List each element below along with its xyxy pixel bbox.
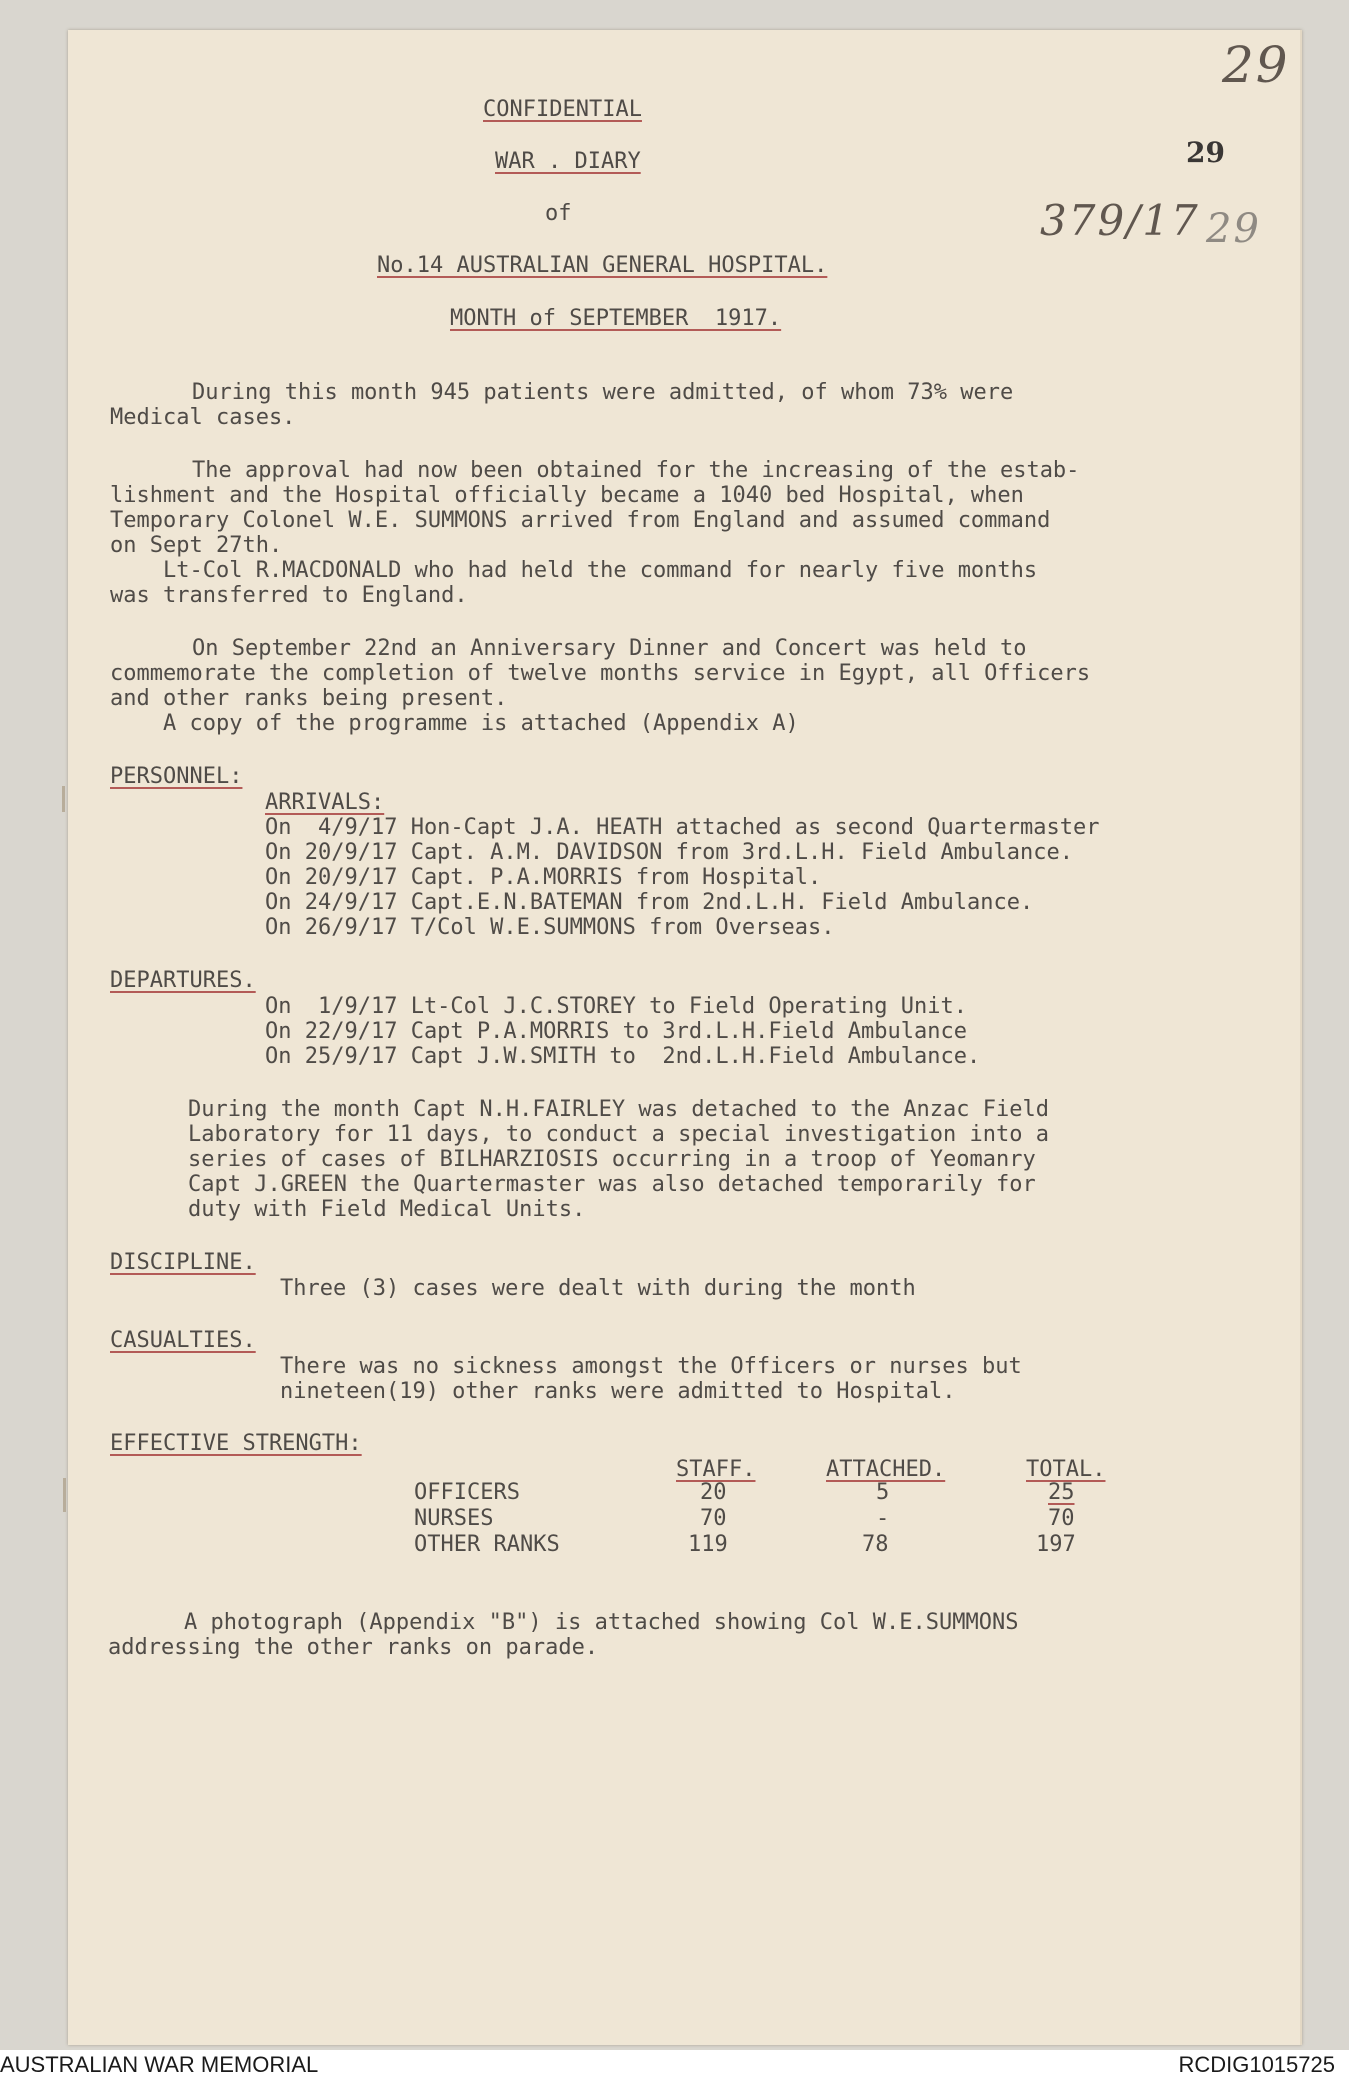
strength-cell: 5: [876, 1480, 890, 1505]
strength-row-label: OTHER RANKS: [414, 1532, 560, 1557]
intro-para3-line1: On September 22nd an Anniversary Dinner and Concert was held to: [192, 636, 1027, 661]
arrival-entry: On 26/9/17 T/Col W.E.SUMMONS from Overseas.: [265, 915, 835, 940]
handwritten-page-number: 29: [1222, 36, 1290, 94]
casualties-heading: CASUALTIES.: [110, 1328, 256, 1353]
heading-of: of: [545, 201, 572, 226]
arrival-entry: On 20/9/17 Capt. P.A.MORRIS from Hospital.: [265, 865, 822, 890]
strength-cell: 20: [700, 1480, 727, 1505]
footer-institution: AUSTRALIAN WAR MEMORIAL: [0, 2052, 319, 2077]
typed-page-number: 29: [1186, 136, 1225, 169]
detached-line3: series of cases of BILHARZIOSIS occurring in a troop of Yeomanry: [188, 1147, 1036, 1172]
departure-entry: On 22/9/17 Capt P.A.MORRIS to 3rd.L.H.Field Ambulance: [265, 1019, 967, 1044]
strength-cell: 25: [1048, 1480, 1075, 1505]
intro-para3-line2: commemorate the completion of twelve months service in Egypt, all Officers: [110, 661, 1091, 686]
strength-cell: 119: [688, 1532, 728, 1557]
closing-line1: A photograph (Appendix "B") is attached showing Col W.E.SUMMONS: [184, 1610, 1019, 1635]
intro-para3-line3: and other ranks being present.: [110, 686, 508, 711]
strength-cell: 70: [700, 1506, 727, 1531]
margin-mark: [62, 786, 65, 812]
intro-para3-line4: A copy of the programme is attached (Appendix A): [110, 711, 799, 736]
strength-cell: -: [876, 1506, 890, 1531]
heading-unit: No.14 AUSTRALIAN GENERAL HOSPITAL.: [377, 253, 828, 278]
margin-mark: [63, 1478, 66, 1512]
pencil-number: 29: [1206, 206, 1261, 252]
strength-col-staff: STAFF.: [676, 1457, 756, 1482]
discipline-text: Three (3) cases were dealt with during the month: [280, 1276, 916, 1301]
detached-line5: duty with Field Medical Units.: [188, 1197, 586, 1222]
arrival-entry: On 20/9/17 Capt. A.M. DAVIDSON from 3rd.L.H. Field Ambulance.: [265, 840, 1073, 865]
detached-line4: Capt J.GREEN the Quartermaster was also detached temporarily for: [188, 1172, 1036, 1197]
detached-line2: Laboratory for 11 days, to conduct a special investigation into a: [188, 1122, 1049, 1147]
arrival-entry: On 24/9/17 Capt.E.N.BATEMAN from 2nd.L.H. Field Ambulance.: [265, 890, 1034, 915]
discipline-heading: DISCIPLINE.: [110, 1250, 256, 1275]
strength-heading: EFFECTIVE STRENGTH:: [110, 1431, 362, 1456]
arrival-entry: On 4/9/17 Hon-Capt J.A. HEATH attached as second Quartermaster: [265, 815, 1100, 840]
arrivals-heading: ARRIVALS:: [265, 790, 385, 815]
footer-record-id: RCDIG1015725: [1178, 2052, 1335, 2077]
intro-para2-line2: lishment and the Hospital officially became a 1040 bed Hospital, when: [110, 483, 1024, 508]
departure-entry: On 25/9/17 Capt J.W.SMITH to 2nd.L.H.Field Ambulance.: [265, 1044, 981, 1069]
strength-cell: 70: [1048, 1506, 1075, 1531]
intro-para2-line6: was transferred to England.: [110, 583, 468, 608]
strength-col-attached: ATTACHED.: [826, 1457, 946, 1482]
casualties-line1: There was no sickness amongst the Officers or nurses but: [280, 1354, 1022, 1379]
intro-para2-line4: on Sept 27th.: [110, 533, 283, 558]
intro-para2-line5: Lt-Col R.MACDONALD who had held the command for nearly five months: [110, 558, 1038, 583]
casualties-line2: nineteen(19) other ranks were admitted to Hospital.: [280, 1379, 956, 1404]
intro-para1-line2: Medical cases.: [110, 405, 296, 430]
intro-para2-line3: Temporary Colonel W.E. SUMMONS arrived from England and assumed command: [110, 508, 1051, 533]
closing-line2: addressing the other ranks on parade.: [108, 1635, 599, 1660]
heading-confidential: CONFIDENTIAL: [483, 97, 642, 122]
strength-col-total: TOTAL.: [1026, 1457, 1106, 1482]
intro-para2-line1: The approval had now been obtained for the increasing of the estab-: [192, 458, 1080, 483]
personnel-heading: PERSONNEL:: [110, 764, 243, 789]
strength-row-label: OFFICERS: [414, 1480, 520, 1505]
departures-heading: DEPARTURES.: [110, 968, 256, 993]
strength-cell: 78: [862, 1532, 889, 1557]
intro-para1-line1: During this month 945 patients were admitted, of whom 73% were: [192, 380, 1014, 405]
departure-entry: On 1/9/17 Lt-Col J.C.STOREY to Field Operating Unit.: [265, 994, 967, 1019]
heading-war-diary: WAR . DIARY: [495, 149, 641, 174]
heading-month: MONTH of SEPTEMBER 1917.: [450, 306, 782, 331]
detached-line1: During the month Capt N.H.FAIRLEY was detached to the Anzac Field: [188, 1097, 1049, 1122]
handwritten-reference-number: 379/17: [1040, 196, 1200, 245]
strength-row-label: NURSES: [414, 1506, 494, 1531]
strength-cell: 197: [1036, 1532, 1076, 1557]
